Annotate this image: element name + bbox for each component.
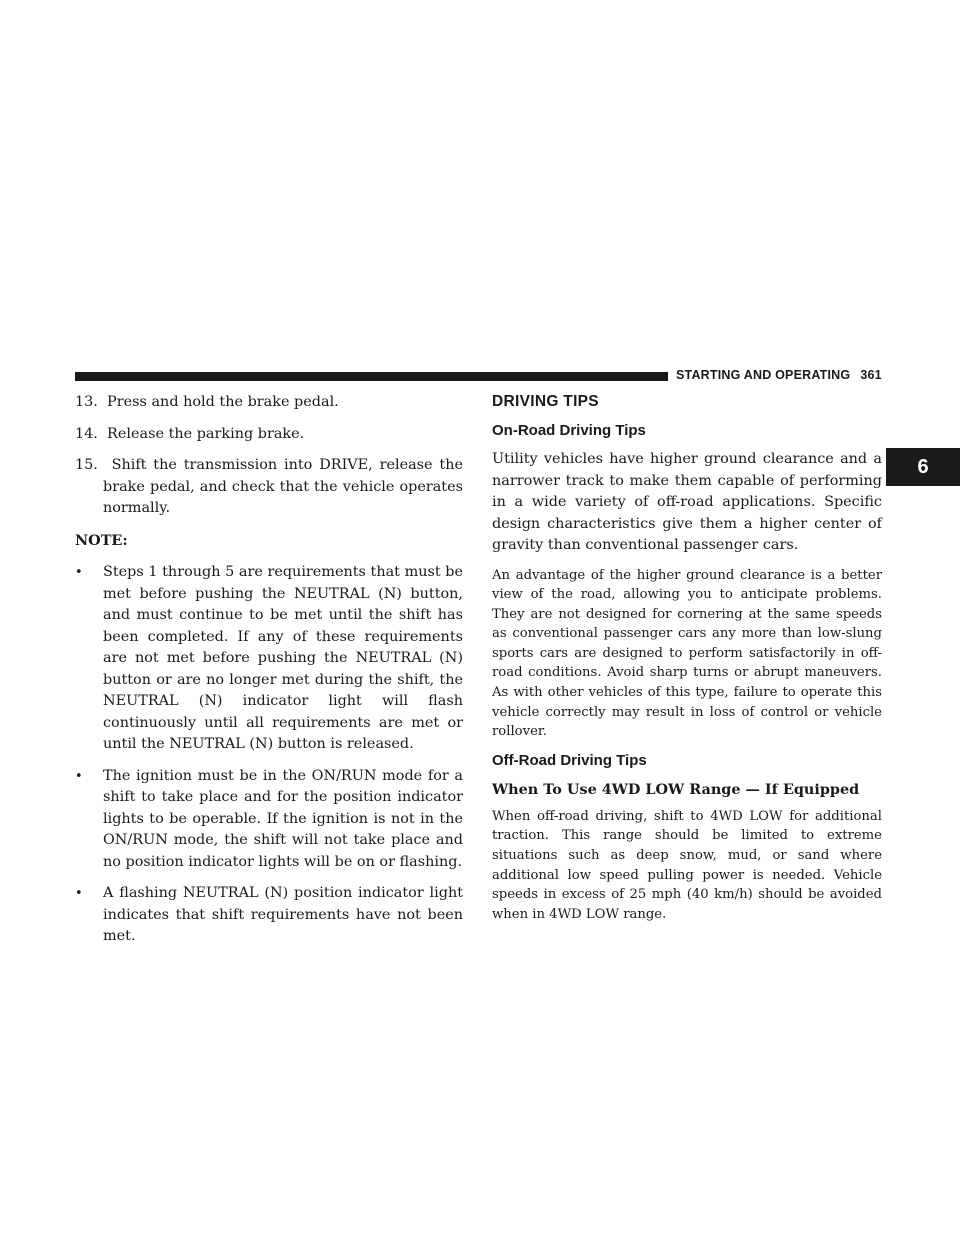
step-text: Press and hold the brake pedal. <box>107 394 339 410</box>
right-column <box>492 392 882 933</box>
step-15 <box>75 455 463 520</box>
subsection-heading-on-road: On-Road Driving Tips <box>492 422 646 439</box>
list-item <box>75 766 463 874</box>
list-item <box>75 562 463 756</box>
step-text: Shift the transmission into DRIVE, release the brake pedal, and check that the vehicle operates normally. <box>103 457 463 516</box>
paragraph: An advantage of the higher ground clearance is a better view of the road, allowing you to anticipate problems. They are not designed for cornering at the same speeds as conventional passenger cars any more than low-slung sports cars are designed to perform satisfactorily in off-road conditions. Avoid sharp turns or abrupt maneuvers. As with other vehicles of this type, failure to operate this vehicle correctly may result in loss of control or vehicle rollover. <box>492 567 882 740</box>
page-number: 361 <box>860 368 882 382</box>
section-title: STARTING AND OPERATING <box>676 368 851 382</box>
left-column <box>75 392 463 958</box>
bullet-icon: • <box>75 768 83 784</box>
chapter-tab: 6 <box>886 448 960 486</box>
section-heading: DRIVING TIPS <box>492 393 599 410</box>
topic-heading: When To Use 4WD LOW Range — If Equipped <box>492 780 860 798</box>
note-label: NOTE: <box>75 531 128 549</box>
header-rule <box>75 372 668 381</box>
step-number: 13. <box>75 394 98 410</box>
step-13 <box>75 392 463 414</box>
list-item <box>75 883 463 948</box>
step-text: Release the parking brake. <box>107 425 305 442</box>
step-number: 14. <box>75 425 98 442</box>
note-bullet-list <box>75 562 463 948</box>
subsection-heading-off-road: Off-Road Driving Tips <box>492 751 647 769</box>
step-number: 15. <box>75 457 98 473</box>
bullet-text: The ignition must be in the ON/RUN mode for a shift to take place and for the position indicator lights to be operable. If the ignition is not in the ON/RUN mode, the shift will not take place and no position indicator lights will be on or flashing. <box>103 767 463 870</box>
running-header <box>676 368 882 382</box>
paragraph: Utility vehicles have higher ground clearance and a narrower track to make them capable of performing in a wide variety of off-road applications. Specific design characteristics give them a higher center of gravity than conventional passenger cars. <box>492 451 882 553</box>
step-14 <box>75 424 463 446</box>
bullet-icon: • <box>75 565 83 580</box>
bullet-text: Steps 1 through 5 are requirements that must be met before pushing the NEUTRAL (N) button, and must continue to be met until the shift has been completed. If any of these requirements are not met before pushing the NEUTRAL (N) button or are no longer met during the shift, the NEUTRAL (N) indicator light will flash continuously until all requirements are met or until the NEUTRAL (N) button is released. <box>103 564 463 752</box>
bullet-text: A flashing NEUTRAL (N) position indicator light indicates that shift requirements have not been met. <box>103 885 463 944</box>
paragraph: When off-road driving, shift to 4WD LOW for additional traction. This range should be limited to extreme situations such as deep snow, mud, or sand where additional low speed pulling power is needed. Vehicle speeds in excess of 25 mph (40 km/h) should be avoided when in 4WD LOW range. <box>492 808 882 922</box>
bullet-icon: • <box>75 886 83 901</box>
